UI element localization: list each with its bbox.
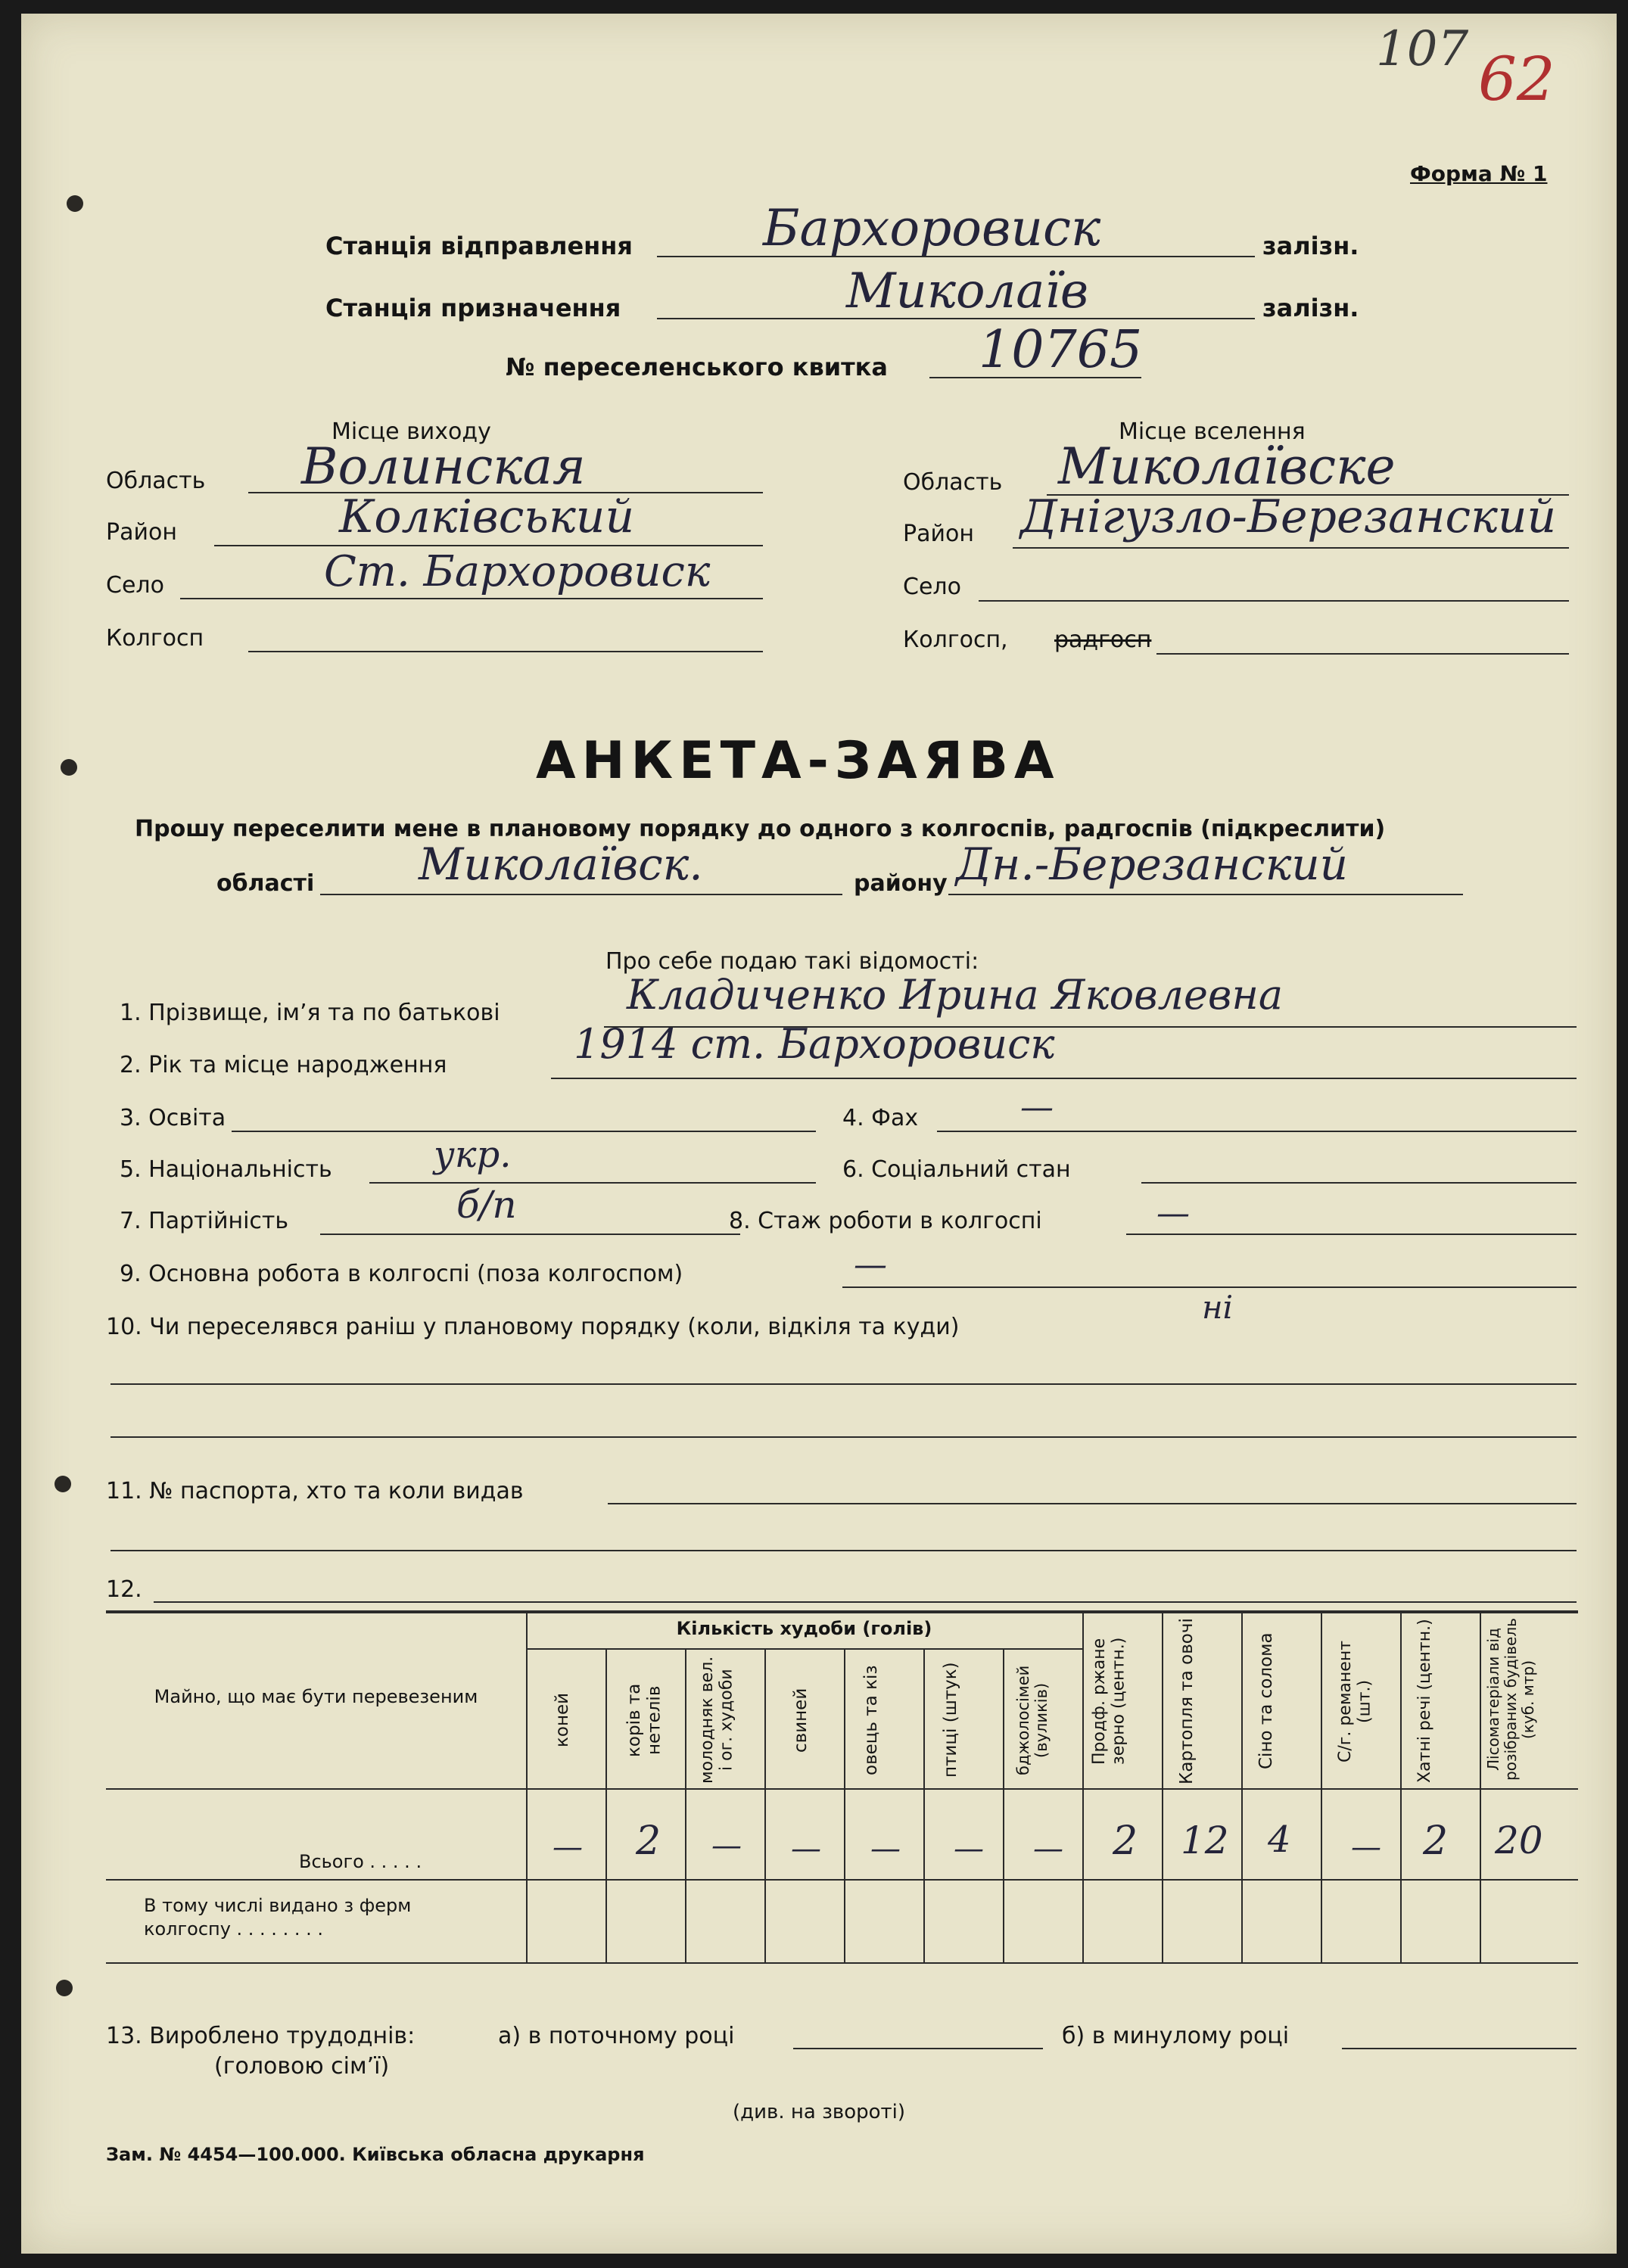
field-10-line bbox=[111, 1436, 1577, 1438]
station-departure-label: Станція відправлення bbox=[325, 232, 633, 260]
field-4-label: 4. Фах bbox=[842, 1105, 919, 1131]
archive-number-pencil: 107 bbox=[1376, 21, 1469, 77]
binder-hole bbox=[61, 759, 77, 776]
field-6-line bbox=[1141, 1182, 1577, 1184]
column-header: Сіно та солома bbox=[1256, 1632, 1276, 1770]
destination-oblast-label: Область bbox=[903, 469, 1003, 496]
origin-selo-line bbox=[180, 598, 763, 599]
field-5-label: 5. Національність bbox=[120, 1156, 332, 1183]
field-9-line bbox=[842, 1286, 1577, 1288]
field-5-line bbox=[369, 1182, 816, 1184]
origin-heading: Місце виходу bbox=[332, 418, 491, 445]
request-oblast-value: Миколаївск. bbox=[419, 838, 703, 890]
request-raion-line bbox=[948, 894, 1463, 895]
station-destination-value: Миколаїв bbox=[846, 263, 1089, 319]
binder-hole bbox=[56, 1980, 73, 1996]
column-header: корів та нетелів bbox=[624, 1683, 665, 1757]
workdays-current-line bbox=[793, 2048, 1043, 2049]
field-8-line bbox=[1126, 1234, 1577, 1235]
origin-selo-value: Ст. Бархоровиск bbox=[324, 547, 711, 596]
binder-hole bbox=[54, 1476, 71, 1492]
column-header: Картопля та овочі bbox=[1177, 1618, 1197, 1784]
origin-selo-label: Село bbox=[106, 572, 164, 599]
workdays-current-label: а) в поточному році bbox=[498, 2023, 735, 2049]
column-header: С/г. реманент (шт.) bbox=[1336, 1640, 1374, 1762]
workdays-label: 13. Вироблено трудоднів: bbox=[106, 2023, 416, 2049]
farm-row-label: В тому числі видано з ферм колгоспу . . . . . . . . bbox=[144, 1895, 412, 1940]
request-oblast-label: області bbox=[216, 870, 315, 897]
request-raion-value: Дн.-Березанский bbox=[956, 838, 1349, 890]
field-7-label: 7. Партійність bbox=[120, 1208, 289, 1234]
field-10-value: ні bbox=[1202, 1289, 1234, 1326]
field-9-value: — bbox=[854, 1246, 887, 1284]
total-value: — bbox=[791, 1831, 821, 1866]
field-4-line bbox=[937, 1131, 1577, 1132]
total-value: 2 bbox=[1423, 1818, 1449, 1864]
column-header: бджолосімей (вуликів) bbox=[1014, 1665, 1051, 1775]
rail-suffix: залізн. bbox=[1262, 232, 1359, 260]
field-11-line bbox=[111, 1550, 1577, 1551]
column-header: Лісоматеріали від розібраних будівель (куб. мтр) bbox=[1484, 1618, 1537, 1781]
origin-raion-line bbox=[214, 545, 763, 546]
total-value: 2 bbox=[1113, 1818, 1138, 1864]
destination-oblast-value: Миколаївске bbox=[1058, 437, 1396, 496]
origin-raion-label: Район bbox=[106, 519, 177, 546]
origin-oblast-label: Область bbox=[106, 468, 206, 494]
station-departure-value: Бархоровиск bbox=[763, 199, 1101, 257]
destination-kolhosp-label: Колгосп, bbox=[903, 627, 1008, 653]
field-10-label: 10. Чи переселявся раніш у плановому порядку (коли, відкіля та куди) bbox=[106, 1314, 960, 1340]
field-10-line bbox=[111, 1383, 1577, 1385]
field-3-label: 3. Освіта bbox=[120, 1105, 226, 1131]
column-header: молодняк вел. і ог. худоби bbox=[698, 1656, 736, 1784]
field-8-label: 8. Стаж роботи в колгоспі bbox=[729, 1208, 1042, 1234]
total-value: 4 bbox=[1268, 1818, 1291, 1861]
total-value: — bbox=[1351, 1830, 1381, 1865]
field-7-line bbox=[320, 1234, 740, 1235]
origin-kolhosp-label: Колгосп bbox=[106, 625, 204, 652]
field-7-value: б/п bbox=[456, 1183, 517, 1227]
workdays-previous-line bbox=[1342, 2048, 1577, 2049]
field-11-line bbox=[608, 1503, 1577, 1504]
ticket-value: 10765 bbox=[979, 320, 1143, 380]
destination-kolhosp-line bbox=[1156, 653, 1569, 655]
total-value: — bbox=[553, 1830, 583, 1865]
field-1-value: Кладиченко Ирина Яковлевна bbox=[627, 971, 1284, 1019]
property-table bbox=[106, 1610, 1578, 1962]
request-text: Прошу переселити мене в плановому порядку до одного з колгоспів, радгоспів (підкреслити) bbox=[135, 816, 1386, 842]
origin-raion-value: Колківський bbox=[339, 490, 635, 543]
field-12-line bbox=[154, 1601, 1577, 1603]
table-group-header: Кількість худоби (голів) bbox=[676, 1618, 932, 1639]
total-value: 20 bbox=[1495, 1818, 1543, 1862]
field-3-line bbox=[232, 1131, 816, 1132]
destination-heading: Місце вселення bbox=[1119, 418, 1306, 445]
form-number: Форма № 1 bbox=[1410, 161, 1548, 186]
total-value: — bbox=[711, 1828, 742, 1863]
column-header: Хатні речі (центн.) bbox=[1415, 1619, 1434, 1784]
total-value: — bbox=[954, 1831, 984, 1866]
origin-kolhosp-line bbox=[248, 651, 763, 652]
origin-oblast-value: Волинская bbox=[301, 437, 586, 496]
info-heading: Про себе подаю такі відомості: bbox=[605, 948, 979, 975]
field-5-value: укр. bbox=[434, 1134, 512, 1176]
total-row-label: Всього . . . . . bbox=[299, 1851, 422, 1872]
total-value: — bbox=[1033, 1831, 1063, 1866]
archive-number-red: 62 bbox=[1478, 44, 1555, 114]
column-header: овець та кіз bbox=[861, 1665, 881, 1775]
binder-hole bbox=[67, 195, 83, 212]
destination-selo-label: Село bbox=[903, 574, 961, 600]
field-2-line bbox=[551, 1078, 1577, 1079]
total-value: 12 bbox=[1181, 1818, 1229, 1862]
workdays-previous-label: б) в минулому році bbox=[1062, 2023, 1290, 2049]
see-back-note: (див. на звороті) bbox=[733, 2101, 906, 2123]
column-header: птиці (штук) bbox=[941, 1662, 960, 1778]
field-6-label: 6. Соціальний стан bbox=[842, 1156, 1071, 1183]
column-header: Продф. ржане зерно (центн.) bbox=[1090, 1637, 1128, 1766]
workdays-sub: (головою сім’ї) bbox=[214, 2053, 390, 2080]
printer-imprint: Зам. № 4454—100.000. Київська обласна друкарня bbox=[106, 2144, 645, 2165]
column-header: свиней bbox=[791, 1688, 811, 1753]
field-2-label: 2. Рік та місце народження bbox=[120, 1052, 447, 1078]
destination-raion-value: Днігузло-Березанский bbox=[1020, 490, 1557, 543]
field-12-label: 12. bbox=[106, 1576, 142, 1603]
form-sheet bbox=[21, 14, 1617, 2254]
request-oblast-line bbox=[320, 894, 842, 895]
field-8-value: — bbox=[1156, 1194, 1190, 1233]
ticket-label: № переселенського квитка bbox=[506, 353, 888, 381]
destination-selo-line bbox=[979, 600, 1569, 602]
document-title: АНКЕТА-ЗАЯВА bbox=[536, 731, 1060, 791]
table-row-header: Майно, що має бути перевезеним bbox=[154, 1686, 478, 1707]
total-value: 2 bbox=[636, 1818, 661, 1864]
total-value: — bbox=[870, 1831, 901, 1866]
field-11-label: 11. № паспорта, хто та коли видав bbox=[106, 1478, 524, 1504]
request-raion-label: району bbox=[854, 870, 948, 897]
destination-radgosp-label: радгосп bbox=[1054, 627, 1152, 653]
field-4-value: — bbox=[1020, 1088, 1054, 1127]
destination-raion-label: Район bbox=[903, 521, 974, 547]
station-destination-label: Станція призначення bbox=[325, 294, 621, 322]
field-2-value: 1914 ст. Бархоровиск bbox=[574, 1020, 1055, 1068]
rail-suffix: залізн. bbox=[1262, 294, 1359, 322]
field-1-label: 1. Прізвище, ім’я та по батькові bbox=[120, 1000, 500, 1026]
destination-raion-line bbox=[1013, 547, 1569, 549]
field-9-label: 9. Основна робота в колгоспі (поза колгоспом) bbox=[120, 1261, 683, 1287]
column-header: коней bbox=[553, 1692, 572, 1748]
